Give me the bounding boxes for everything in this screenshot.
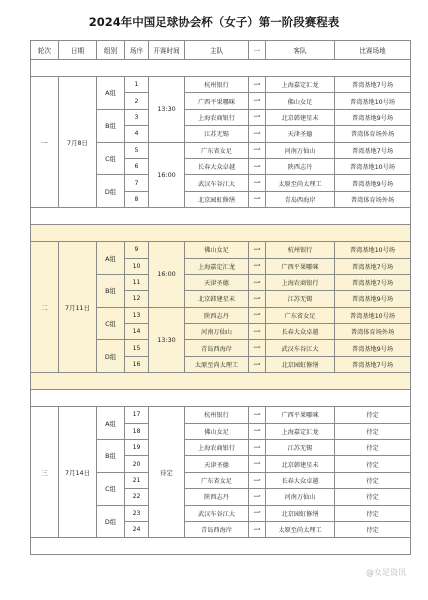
kickoff-time: 16:00 (149, 242, 185, 308)
home-team: 天津圣德 (185, 456, 249, 472)
round-spacer (31, 538, 411, 555)
away-team: 佛山女足 (266, 93, 335, 109)
round-cell: 三 (31, 407, 59, 538)
away-team: 江苏无锡 (266, 440, 335, 456)
venue: 普湾基地10号场 (335, 242, 411, 258)
venue: 普湾基地10号场 (335, 93, 411, 109)
group-cell: D组 (97, 505, 125, 538)
match-no: 5 (125, 142, 149, 158)
vs-dash: 一 (249, 324, 266, 340)
venue: 普湾体育场外场 (335, 126, 411, 142)
venue: 待定 (335, 521, 411, 537)
venue: 普湾基地7号场 (335, 258, 411, 274)
venue: 普湾基地7号场 (335, 142, 411, 158)
kickoff-time: 待定 (149, 407, 185, 538)
away-team: 河南万仙山 (266, 142, 335, 158)
match-no: 13 (125, 307, 149, 323)
away-team: 广东省女足 (266, 307, 335, 323)
col-header-group: 组别 (97, 41, 125, 60)
date-cell: 7月11日 (59, 242, 97, 373)
match-no: 14 (125, 324, 149, 340)
vs-dash: 一 (249, 423, 266, 439)
home-team: 广西平果哪咪 (185, 93, 249, 109)
group-cell: A组 (97, 407, 125, 440)
away-team: 北京韩建星未 (266, 109, 335, 125)
match-no: 2 (125, 93, 149, 109)
away-team: 广西平果哪咪 (266, 407, 335, 423)
vs-dash: 一 (249, 126, 266, 142)
home-team: 佛山女足 (185, 242, 249, 258)
schedule-table (30, 40, 411, 555)
match-no: 20 (125, 456, 149, 472)
home-team: 上海农商银行 (185, 109, 249, 125)
col-header-venue: 比赛场地 (335, 41, 411, 60)
match-no: 12 (125, 291, 149, 307)
kickoff-time: 16:00 (149, 142, 185, 208)
match-no: 17 (125, 407, 149, 423)
away-team: 上海嘉定汇龙 (266, 77, 335, 93)
round-spacer (31, 60, 411, 77)
home-team: 长春大众卓越 (185, 158, 249, 174)
home-team: 上海嘉定汇龙 (185, 258, 249, 274)
table-row (31, 242, 411, 258)
match-no: 7 (125, 175, 149, 191)
match-no: 21 (125, 472, 149, 488)
venue: 普湾基地9号场 (335, 340, 411, 356)
col-header-away: 客队 (266, 41, 335, 60)
header-row (31, 41, 411, 60)
match-no: 6 (125, 158, 149, 174)
venue: 待定 (335, 489, 411, 505)
match-no: 19 (125, 440, 149, 456)
col-header-kickoff: 开赛时间 (149, 41, 185, 60)
vs-dash: 一 (249, 307, 266, 323)
table-row (31, 407, 411, 423)
venue: 普湾基地9号场 (335, 291, 411, 307)
match-no: 1 (125, 77, 149, 93)
group-cell: D组 (97, 175, 125, 208)
vs-dash: 一 (249, 340, 266, 356)
away-team: 北京园虹修缮 (266, 505, 335, 521)
match-no: 11 (125, 274, 149, 290)
group-cell: B组 (97, 109, 125, 142)
match-no: 10 (125, 258, 149, 274)
venue: 待定 (335, 505, 411, 521)
away-team: 杭州银行 (266, 242, 335, 258)
home-team: 陕西志丹 (185, 307, 249, 323)
home-team: 上海农商银行 (185, 440, 249, 456)
away-team: 河南万仙山 (266, 489, 335, 505)
round-spacer (31, 208, 411, 225)
away-team: 青岛西海岸 (266, 191, 335, 207)
kickoff-time: 13:30 (149, 307, 185, 373)
match-no: 16 (125, 356, 149, 372)
home-team: 天津圣德 (185, 274, 249, 290)
venue: 普湾基地7号场 (335, 356, 411, 372)
group-cell: A组 (97, 77, 125, 110)
home-team: 杭州银行 (185, 407, 249, 423)
match-no: 3 (125, 109, 149, 125)
round-spacer (31, 225, 411, 242)
venue: 普湾基地7号场 (335, 274, 411, 290)
date-cell: 7月8日 (59, 77, 97, 208)
away-team: 天津圣德 (266, 126, 335, 142)
away-team: 太原至尚太理工 (266, 521, 335, 537)
match-no: 9 (125, 242, 149, 258)
venue: 待定 (335, 472, 411, 488)
group-cell: D组 (97, 340, 125, 373)
home-team: 青岛西海岸 (185, 340, 249, 356)
vs-dash: 一 (249, 191, 266, 207)
venue: 待定 (335, 456, 411, 472)
home-team: 杭州银行 (185, 77, 249, 93)
away-team: 武汉车谷江大 (266, 340, 335, 356)
match-no: 22 (125, 489, 149, 505)
group-cell: C组 (97, 472, 125, 505)
group-cell: C组 (97, 142, 125, 175)
home-team: 佛山女足 (185, 423, 249, 439)
away-team: 上海农商银行 (266, 274, 335, 290)
round-spacer (31, 373, 411, 390)
home-team: 太原至尚太理工 (185, 356, 249, 372)
away-team: 陕西志丹 (266, 158, 335, 174)
col-header-date: 日期 (59, 41, 97, 60)
round-cell: 一 (31, 77, 59, 208)
vs-dash: 一 (249, 440, 266, 456)
venue: 普湾基地9号场 (335, 175, 411, 191)
venue: 普湾体育场外场 (335, 191, 411, 207)
venue: 普湾基地7号场 (335, 77, 411, 93)
home-team: 北京园虹修缮 (185, 191, 249, 207)
vs-dash: 一 (249, 456, 266, 472)
vs-dash: 一 (249, 142, 266, 158)
away-team: 北京园虹修缮 (266, 356, 335, 372)
round-spacer (31, 390, 411, 407)
venue: 普湾基地10号场 (335, 307, 411, 323)
vs-dash: 一 (249, 356, 266, 372)
group-cell: C组 (97, 307, 125, 340)
col-header-vs: 一 (249, 41, 266, 60)
venue: 待定 (335, 407, 411, 423)
vs-dash: 一 (249, 291, 266, 307)
vs-dash: 一 (249, 77, 266, 93)
round-cell: 二 (31, 242, 59, 373)
col-header-round: 轮次 (31, 41, 59, 60)
match-no: 18 (125, 423, 149, 439)
venue: 普湾基地9号场 (335, 109, 411, 125)
home-team: 河南万仙山 (185, 324, 249, 340)
away-team: 江苏无锡 (266, 291, 335, 307)
home-team: 广东省女足 (185, 142, 249, 158)
vs-dash: 一 (249, 109, 266, 125)
col-header-home: 主队 (185, 41, 249, 60)
vs-dash: 一 (249, 521, 266, 537)
home-team: 武汉车谷江大 (185, 175, 249, 191)
away-team: 长春大众卓越 (266, 324, 335, 340)
away-team: 北京韩建星未 (266, 456, 335, 472)
vs-dash: 一 (249, 93, 266, 109)
watermark: @女足资讯 (366, 568, 406, 577)
vs-dash: 一 (249, 407, 266, 423)
group-cell: B组 (97, 440, 125, 473)
venue: 待定 (335, 423, 411, 439)
home-team: 青岛西海岸 (185, 521, 249, 537)
home-team: 江苏无锡 (185, 126, 249, 142)
table-row (31, 77, 411, 93)
away-team: 长春大众卓越 (266, 472, 335, 488)
vs-dash: 一 (249, 175, 266, 191)
col-header-match-no: 场序 (125, 41, 149, 60)
home-team: 北京韩建星未 (185, 291, 249, 307)
venue: 普湾体育场外场 (335, 324, 411, 340)
vs-dash: 一 (249, 158, 266, 174)
home-team: 武汉车谷江大 (185, 505, 249, 521)
vs-dash: 一 (249, 274, 266, 290)
match-no: 23 (125, 505, 149, 521)
match-no: 8 (125, 191, 149, 207)
away-team: 广西平果哪咪 (266, 258, 335, 274)
vs-dash: 一 (249, 242, 266, 258)
vs-dash: 一 (249, 505, 266, 521)
vs-dash: 一 (249, 472, 266, 488)
page-title: 2024年中国足球协会杯（女子）第一阶段赛程表 (88, 15, 340, 29)
group-cell: B组 (97, 274, 125, 307)
home-team: 广东省女足 (185, 472, 249, 488)
kickoff-time: 13:30 (149, 77, 185, 143)
match-no: 15 (125, 340, 149, 356)
away-team: 太原至尚太理工 (266, 175, 335, 191)
match-no: 24 (125, 521, 149, 537)
group-cell: A组 (97, 242, 125, 275)
home-team: 陕西志丹 (185, 489, 249, 505)
vs-dash: 一 (249, 489, 266, 505)
vs-dash: 一 (249, 258, 266, 274)
match-no: 4 (125, 126, 149, 142)
date-cell: 7月14日 (59, 407, 97, 538)
venue: 普湾基地10号场 (335, 158, 411, 174)
away-team: 上海嘉定汇龙 (266, 423, 335, 439)
venue: 待定 (335, 440, 411, 456)
